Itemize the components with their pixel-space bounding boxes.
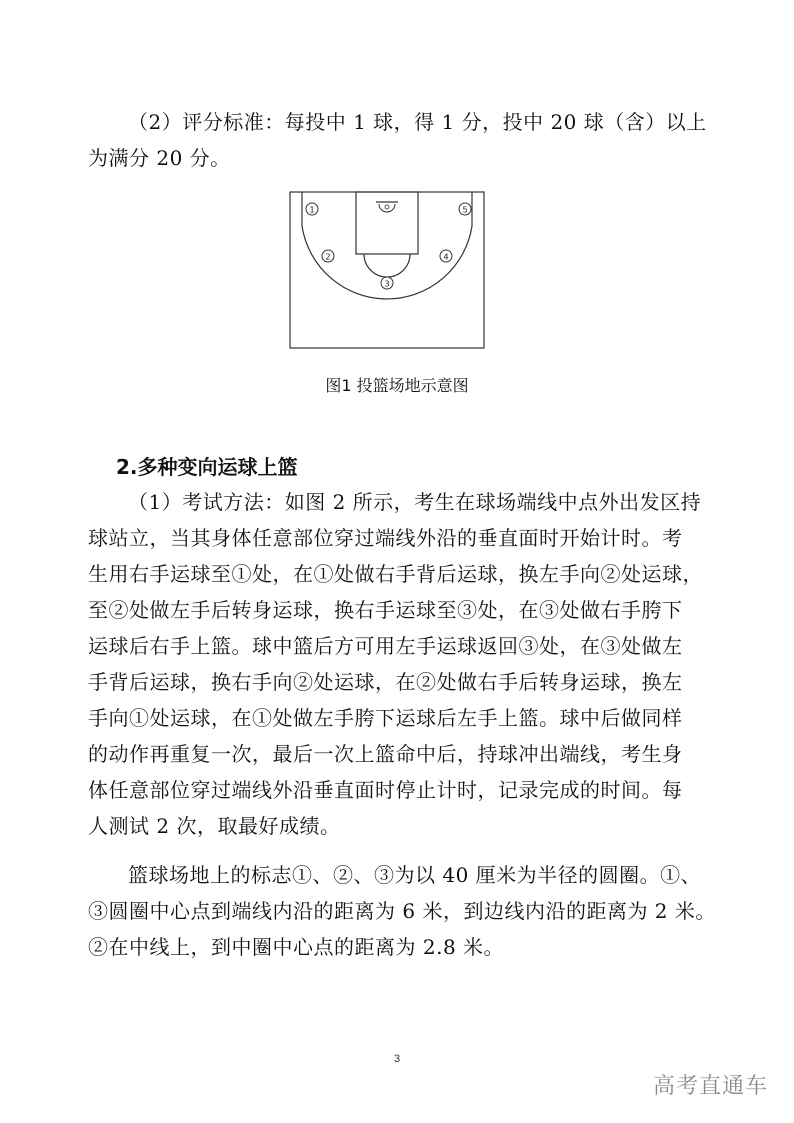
- marker-label: 3: [384, 279, 390, 289]
- scoring-paragraph: [88, 104, 708, 176]
- paragraph-line: ③圆圈中心点到端线内沿的距离为 6 米，到边线内沿的距离为 2 米。: [88, 899, 716, 923]
- paragraph-line: 球站立，当其身体任意部位穿过端线外沿的垂直面时开始计时。考: [88, 526, 683, 550]
- paragraph-line: 手向①处运球，在①处做左手胯下运球后左手上篮。球中后做同样: [88, 706, 683, 730]
- paragraph-line: 人测试 2 次，取最好成绩。: [88, 814, 341, 838]
- marker-label: 4: [443, 252, 449, 262]
- paragraph-line: （1）考试方法：如图 2 所示，考生在球场端线中点外出发区持: [128, 490, 702, 514]
- marker-label: 5: [462, 205, 468, 215]
- test-method-paragraph: [88, 484, 708, 844]
- marker-5: [459, 203, 471, 215]
- marker-3: [381, 277, 393, 289]
- paragraph-line: 生用右手运球至①处，在①处做右手背后运球，换左手向②处运球，: [88, 562, 703, 586]
- page-number: 3: [393, 1053, 401, 1065]
- marker-label: 1: [309, 205, 315, 215]
- court-markers-paragraph: [88, 857, 716, 965]
- paragraph-line: 的动作再重复一次，最后一次上篮命中后，持球冲出端线，考生身: [88, 742, 683, 766]
- marker-1: [306, 203, 318, 215]
- paragraph-line: 手背后运球，换右手向②处运球，在②处做右手后转身运球，换左: [88, 670, 683, 694]
- figure-caption: 图1 投篮场地示意图: [325, 376, 469, 395]
- court-boundary: [290, 192, 484, 348]
- watermark-text: 高考直通车: [652, 1074, 768, 1099]
- paragraph-line: 为满分 20 分。: [88, 146, 231, 170]
- paragraph-line: 至②处做左手后转身运球，换右手运球至③处，在③处做右手胯下: [88, 598, 683, 622]
- paragraph-line: （2）评分标准：每投中 1 球，得 1 分，投中 20 球（含）以上: [128, 110, 707, 134]
- paragraph-line: 体任意部位穿过端线外沿垂直面时停止计时，记录完成的时间。每: [88, 778, 683, 802]
- paragraph-line: ②在中线上，到中圈中心点的距离为 2.8 米。: [88, 935, 505, 959]
- paragraph-line: 运球后右手上篮。球中篮后方可用左手运球返回③处，在③处做左: [88, 634, 683, 658]
- court-diagram: [288, 190, 486, 350]
- marker-2: [322, 250, 334, 262]
- marker-label: 2: [325, 252, 331, 262]
- paragraph-line: 篮球场地上的标志①、②、③为以 40 厘米为半径的圆圈。①、: [128, 863, 702, 887]
- marker-4: [440, 250, 452, 262]
- section-heading: 2.多种变向运球上篮: [116, 455, 298, 479]
